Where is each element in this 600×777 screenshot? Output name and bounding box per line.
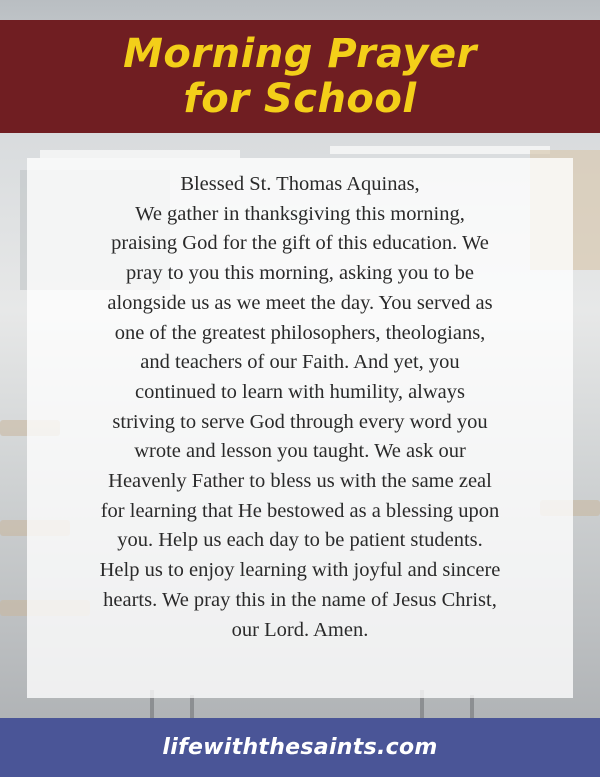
prayer-line: for learning that He bestowed as a blessing upon (100, 499, 500, 522)
prayer-line: Help us to enjoy learning with joyful and sincere (99, 559, 501, 582)
ceiling-light (40, 150, 240, 158)
prayer-line: one of the greatest philosophers, theologians, (114, 321, 486, 344)
prayer-line: Blessed St. Thomas Aquinas, (180, 173, 420, 195)
title-banner (0, 20, 600, 133)
prayer-line: our Lord. Amen. (231, 618, 369, 641)
prayer-line: We gather in thanksgiving this morning, (135, 202, 465, 225)
chair-leg (190, 695, 194, 720)
prayer-text (32, 170, 568, 645)
chair-leg (470, 695, 474, 720)
prayer-line: alongside us as we meet the day. You served as (107, 291, 493, 314)
title-line-1: Morning Prayer (123, 30, 477, 77)
ceiling-light (330, 146, 550, 154)
prayer-line: and teachers of our Faith. And yet, you (140, 351, 460, 374)
prayer-line: Heavenly Father to bless us with the same zeal (108, 470, 492, 493)
prayer-line: striving to serve God through every word you (112, 410, 488, 433)
footer-banner (0, 718, 600, 777)
prayer-line: pray to you this morning, asking you to be (126, 262, 474, 285)
website-link[interactable]: lifewiththesaints.com (162, 735, 438, 760)
prayer-line: praising God for the gift of this education. We (111, 232, 489, 255)
prayer-line: wrote and lesson you taught. We ask our (134, 440, 466, 463)
prayer-line: continued to learn with humility, always (134, 380, 466, 403)
prayer-line: you. Help us each day to be patient students. (117, 529, 483, 552)
title-line-2: for School (183, 75, 417, 122)
prayer-line: hearts. We pray this in the name of Jesus Christ, (103, 588, 497, 611)
